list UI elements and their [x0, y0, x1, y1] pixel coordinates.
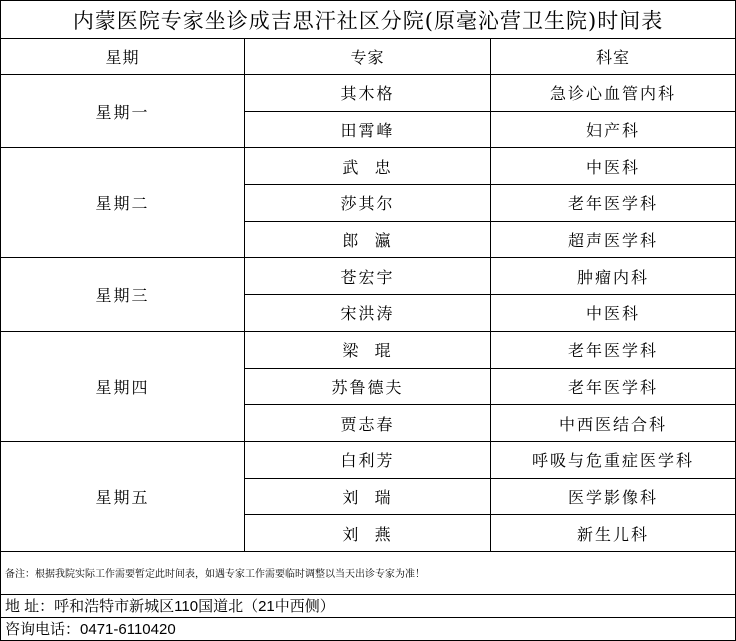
expert-cell: 武 忠 — [245, 148, 491, 185]
note-row — [1, 551, 736, 594]
address-value: 呼和浩特市新城区110国道北（21中西侧） — [54, 598, 335, 616]
expert-cell: 田霄峰 — [245, 111, 491, 148]
expert-cell: 贾志春 — [245, 405, 491, 442]
expert-cell: 郎 瀛 — [245, 221, 491, 258]
page-title: 内蒙医院专家坐诊成吉思汗社区分院(原毫沁营卫生院)时间表 — [1, 1, 736, 39]
address-cell — [1, 594, 736, 617]
department-cell: 老年医学科 — [491, 368, 736, 405]
department-cell: 医学影像科 — [491, 478, 736, 515]
header-day: 星期 — [1, 39, 245, 75]
day-cell: 星期三 — [1, 258, 245, 331]
expert-cell: 其木格 — [245, 75, 491, 112]
schedule-row — [1, 331, 736, 368]
expert-cell: 莎其尔 — [245, 185, 491, 222]
expert-cell: 梁 琨 — [245, 331, 491, 368]
department-cell: 呼吸与危重症医学科 — [491, 441, 736, 478]
header-row — [1, 39, 736, 75]
schedule-row — [1, 75, 736, 112]
expert-cell: 宋洪涛 — [245, 295, 491, 332]
header-department: 科室 — [491, 39, 736, 75]
department-cell: 超声医学科 — [491, 221, 736, 258]
department-cell: 急诊心血管内科 — [491, 75, 736, 112]
day-cell: 星期五 — [1, 441, 245, 551]
phone-cell — [1, 617, 736, 640]
department-cell: 妇产科 — [491, 111, 736, 148]
department-cell: 中医科 — [491, 148, 736, 185]
expert-cell: 白利芳 — [245, 441, 491, 478]
expert-cell: 苍宏宇 — [245, 258, 491, 295]
address-label: 地 址： — [5, 598, 55, 616]
expert-cell: 刘 瑞 — [245, 478, 491, 515]
department-cell: 肿瘤内科 — [491, 258, 736, 295]
schedule-row — [1, 148, 736, 185]
department-cell: 中医科 — [491, 295, 736, 332]
schedule-row — [1, 441, 736, 478]
department-cell: 中西医结合科 — [491, 405, 736, 442]
expert-cell: 苏鲁德夫 — [245, 368, 491, 405]
title-row — [1, 1, 736, 39]
header-expert: 专家 — [245, 39, 491, 75]
address-row — [1, 594, 736, 617]
phone-label: 咨询电话： — [5, 621, 81, 639]
day-cell: 星期二 — [1, 148, 245, 258]
phone-value: 0471-6110420 — [80, 621, 176, 639]
phone-row — [1, 617, 736, 640]
schedule-row — [1, 258, 736, 295]
department-cell: 新生儿科 — [491, 515, 736, 552]
note-text: 备注：根据我院实际工作需要暂定此时间表，如遇专家工作需要临时调整以当天出诊专家为准！ — [1, 551, 736, 594]
department-cell: 老年医学科 — [491, 185, 736, 222]
expert-cell: 刘 燕 — [245, 515, 491, 552]
day-cell: 星期一 — [1, 75, 245, 148]
day-cell: 星期四 — [1, 331, 245, 441]
department-cell: 老年医学科 — [491, 331, 736, 368]
